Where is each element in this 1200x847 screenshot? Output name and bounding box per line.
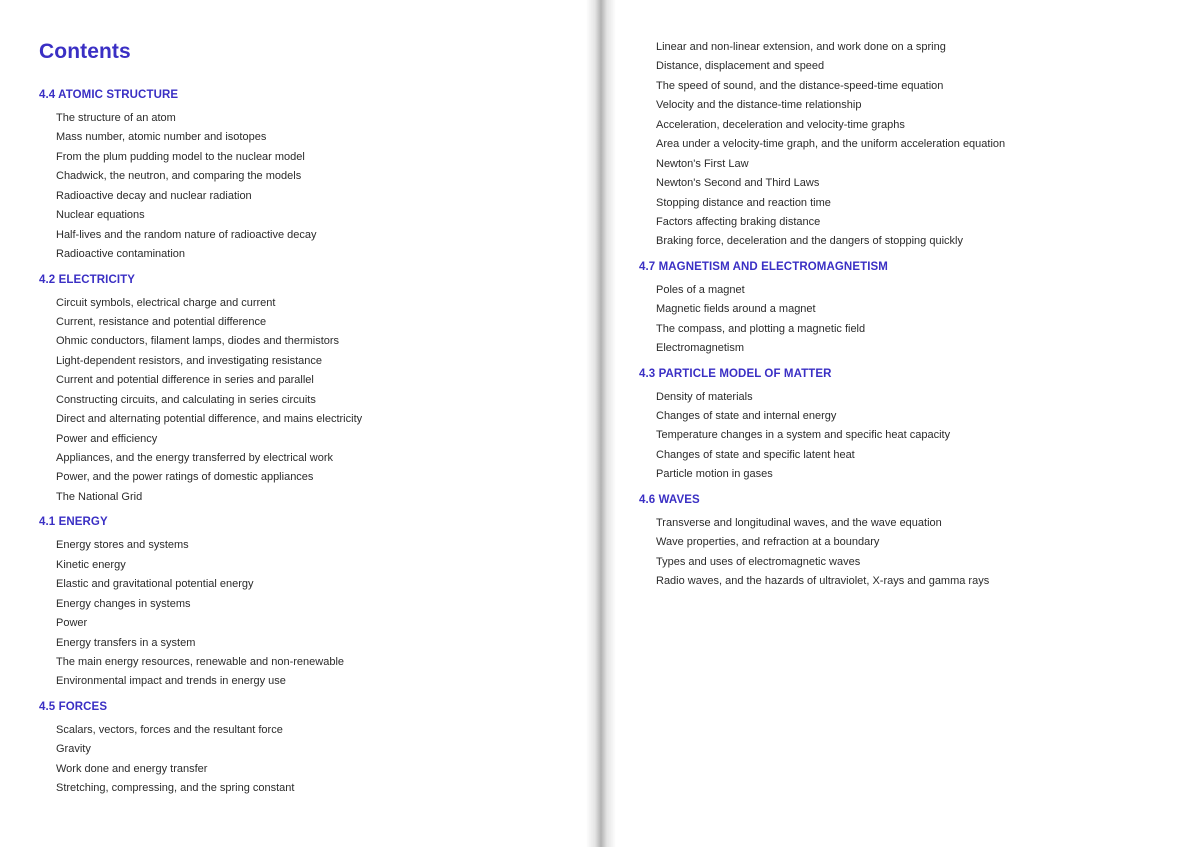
toc-entry[interactable]: Chadwick, the neutron, and comparing the models (56, 170, 302, 183)
toc-entry[interactable]: Mass number, atomic number and isotopes (56, 131, 267, 144)
toc-section-4-7-magnetism-and-electromagnetism (639, 260, 1005, 359)
toc-entry[interactable]: Kinetic energy (56, 558, 126, 571)
toc-entry[interactable]: Wave properties, and refraction at a boundary (656, 536, 880, 549)
toc-entry[interactable]: Types and uses of electromagnetic waves (656, 555, 861, 568)
toc-section-4-4-atomic-structure (39, 88, 362, 265)
toc-section-4-2-electricity (39, 273, 362, 508)
toc-entry[interactable]: Ohmic conductors, filament lamps, diodes and thermistors (56, 335, 340, 348)
toc-entry[interactable]: Power (56, 617, 88, 630)
toc-entry[interactable]: The structure of an atom (56, 112, 176, 124)
toc-entry[interactable]: Area under a velocity-time graph, and the uniform acceleration equation (656, 138, 1006, 151)
toc-entry[interactable]: Electromagnetism (656, 342, 745, 355)
toc-entry[interactable]: Environmental impact and trends in energy use (56, 675, 286, 688)
toc-entry[interactable]: Braking force, deceleration and the dangers of stopping quickly (656, 235, 963, 248)
toc-entry[interactable]: Light-dependent resistors, and investigating resistance (56, 354, 322, 367)
toc-entry[interactable]: Newton's First Law (656, 157, 749, 170)
toc-entry[interactable]: Current, resistance and potential difference (56, 315, 267, 328)
right-page (600, 0, 1200, 847)
toc-entry[interactable]: Magnetic fields around a magnet (656, 303, 816, 316)
toc-entry[interactable]: Half-lives and the random nature of radioactive decay (56, 228, 317, 241)
toc-entry[interactable]: Energy changes in systems (56, 597, 191, 610)
section-heading[interactable]: 4.2 ELECTRICITY (39, 273, 136, 286)
toc-entry[interactable]: Gravity (56, 743, 91, 756)
section-heading[interactable]: 4.1 ENERGY (39, 516, 108, 529)
toc-entry[interactable]: Stretching, compressing, and the spring constant (56, 782, 295, 795)
toc-entry[interactable]: The National Grid (56, 490, 143, 503)
toc-entry[interactable]: Radioactive decay and nuclear radiation (56, 189, 252, 202)
page-title: Contents (39, 40, 131, 63)
section-heading[interactable]: 4.4 ATOMIC STRUCTURE (39, 89, 179, 101)
toc-entry[interactable]: The speed of sound, and the distance-speed-time equation (656, 79, 944, 92)
toc-left (39, 88, 362, 807)
toc-entry[interactable]: Power, and the power ratings of domestic appliances (56, 471, 314, 484)
toc-entry[interactable]: Nuclear equations (56, 209, 145, 222)
section-heading[interactable]: 4.3 PARTICLE MODEL OF MATTER (639, 367, 832, 380)
toc-entry[interactable]: Work done and energy transfer (56, 762, 208, 775)
toc-entry[interactable]: Factors affecting braking distance (656, 215, 821, 228)
toc-section-4-6-waves (639, 493, 1005, 592)
toc-entry[interactable]: Velocity and the distance-time relationship (656, 99, 862, 112)
toc-entry[interactable]: Distance, displacement and speed (656, 60, 825, 73)
section-heading[interactable]: 4.7 MAGNETISM AND ELECTROMAGNETISM (639, 260, 888, 273)
toc-entry[interactable]: Newton's Second and Third Laws (656, 177, 820, 190)
toc-right (639, 38, 1005, 600)
toc-section-4-1-energy (39, 515, 362, 692)
toc-entry[interactable]: Current and potential difference in series and parallel (56, 374, 314, 387)
toc-entry[interactable]: Linear and non-linear extension, and work done on a spring (656, 41, 946, 53)
toc-entry[interactable]: Poles of a magnet (656, 283, 745, 296)
toc-entry[interactable]: Scalars, vectors, forces and the resultant force (56, 723, 283, 736)
section-heading[interactable]: 4.5 FORCES (39, 700, 108, 713)
toc-entry[interactable]: Appliances, and the energy transferred by electrical work (56, 452, 333, 464)
toc-entry[interactable]: Constructing circuits, and calculating in series circuits (56, 393, 316, 406)
section-heading[interactable]: 4.6 WAVES (639, 493, 700, 506)
toc-entry[interactable]: Acceleration, deceleration and velocity-time graphs (656, 118, 905, 131)
toc-entry[interactable]: Particle motion in gases (656, 468, 773, 481)
toc-entry[interactable]: From the plum pudding model to the nuclear model (56, 150, 305, 163)
toc-entry[interactable]: Changes of state and internal energy (656, 410, 837, 422)
toc-entry[interactable]: Direct and alternating potential difference, and mains electricity (56, 413, 363, 426)
toc-entry[interactable]: Changes of state and specific latent heat (656, 448, 855, 461)
toc-section-4-3-particle-model-of-matter (639, 367, 1005, 485)
toc-entry[interactable]: Elastic and gravitational potential energy (56, 578, 254, 591)
toc-entry[interactable]: Energy stores and systems (56, 539, 189, 552)
toc-entry[interactable]: Transverse and longitudinal waves, and the wave equation (656, 516, 942, 529)
toc-entry[interactable]: Power and efficiency (56, 432, 158, 445)
toc-entry[interactable]: The main energy resources, renewable and non-renewable (56, 655, 345, 668)
toc-entry[interactable]: Radio waves, and the hazards of ultraviolet, X-rays and gamma rays (656, 575, 990, 588)
toc-section-continued (639, 38, 1005, 252)
toc-entry[interactable]: Circuit symbols, electrical charge and current (56, 296, 276, 309)
toc-entry[interactable]: The compass, and plotting a magnetic field (656, 322, 866, 335)
toc-entry[interactable]: Temperature changes in a system and specific heat capacity (656, 429, 951, 442)
toc-entry[interactable]: Density of materials (656, 390, 753, 403)
toc-entry[interactable]: Stopping distance and reaction time (656, 196, 831, 209)
toc-entry[interactable]: Radioactive contamination (56, 248, 186, 261)
toc-entry[interactable]: Energy transfers in a system (56, 636, 196, 649)
toc-section-4-5-forces (39, 700, 362, 799)
